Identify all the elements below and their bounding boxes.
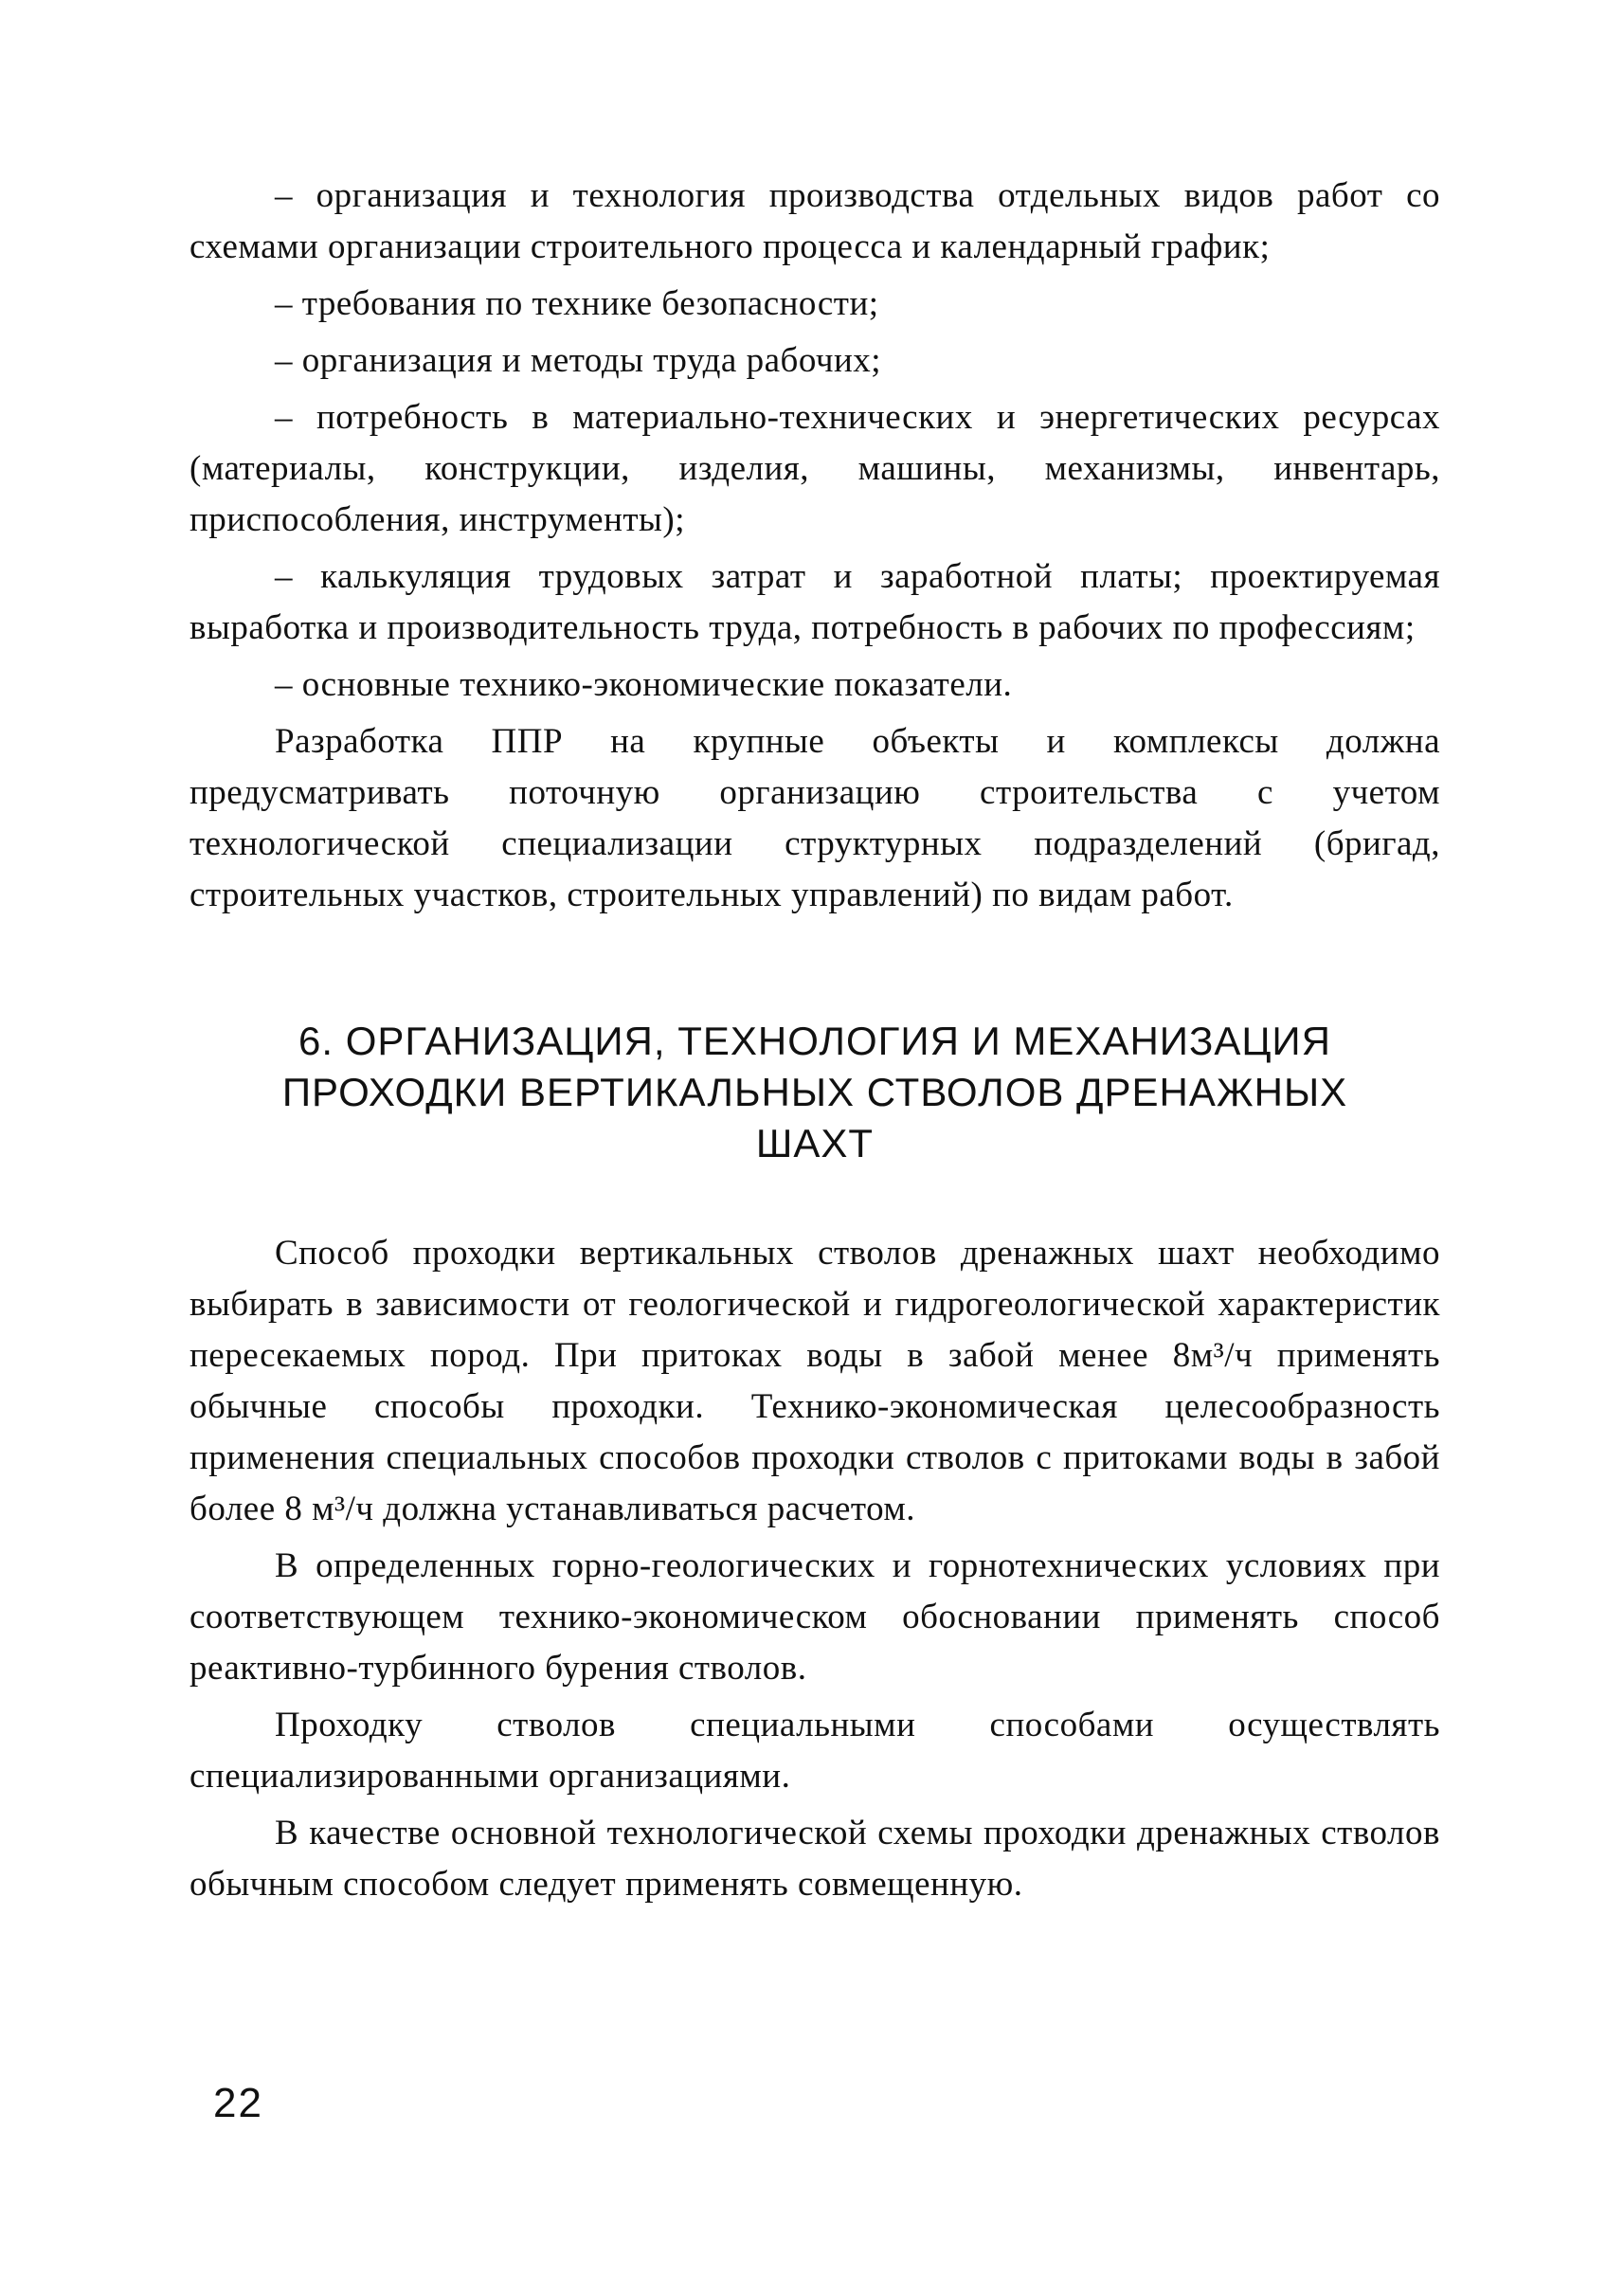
section-body — [189, 1228, 1440, 1910]
section-paragraph: Способ проходки вертикальных стволов дренажных шахт необходимо выбирать в зависимости от геологической и гидрогеологической характеристик пересекаемых пород. При притоках воды в забой менее 8м³/ч применять обычные способы проходки. Технико-экономическая целесообразность применения специальных способов проходки стволов с притоками воды в забой более 8 м³/ч должна устанавливаться расчетом. — [189, 1234, 1440, 1528]
list-item: – калькуляция трудовых затрат и заработной платы; проектируемая выработка и производительность труда, потребность в рабочих по профессиям; — [189, 557, 1440, 647]
requirements-list — [189, 171, 1440, 711]
section-paragraph: В определенных горно-геологических и горнотехнических условиях при соответствующем технико-экономическом обосновании применять способ реактивно-турбинного бурения стволов. — [189, 1546, 1440, 1688]
list-item: – организация и методы труда рабочих; — [275, 341, 882, 380]
section-paragraph: В качестве основной технологической схемы проходки дренажных стволов обычным способом следует применять совмещенную. — [189, 1814, 1440, 1904]
section-heading: 6. ОРГАНИЗАЦИЯ, ТЕХНОЛОГИЯ И МЕХАНИЗАЦИЯ ПРОХОДКИ ВЕРТИКАЛЬНЫХ СТВОЛОВ ДРЕНАЖНЫХ ШАХТ — [281, 1019, 1348, 1165]
intro-paragraph: Разработка ППР на крупные объекты и комплексы должна предусматривать поточную организацию строительства с учетом технологической специализации структурных подразделений (бригад, строительных участков, строительных управлений) по видам работ. — [189, 722, 1440, 914]
list-item: – потребность в материально-технических и энергетических ресурсах (материалы, конструкции, изделия, машины, механизмы, инвентарь, приспособления, инструменты); — [189, 398, 1440, 539]
list-item: – основные технико-экономические показатели. — [275, 665, 1013, 704]
list-item: – требования по технике безопасности; — [275, 284, 879, 323]
section-paragraph: Проходку стволов специальными способами осуществлять специализированными организациями. — [189, 1706, 1440, 1796]
page-number: 22 — [213, 2080, 263, 2126]
document-page — [189, 171, 1440, 1916]
list-item: – организация и технология производства отдельных видов работ со схемами организации строительного процесса и календарный график; — [189, 176, 1440, 266]
